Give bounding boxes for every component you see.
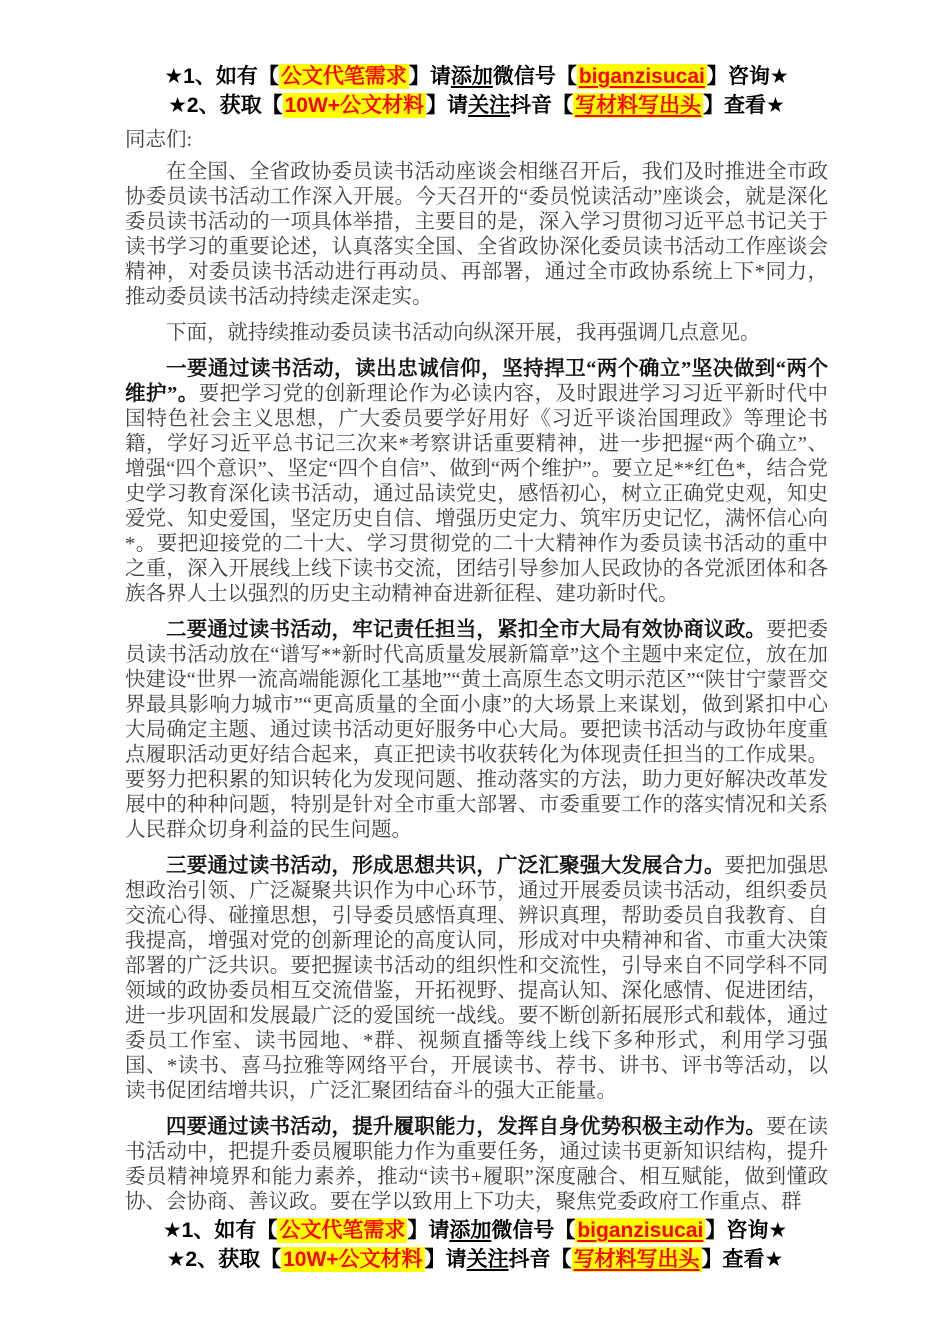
promo-prefix: ★2、获取【 [166, 1248, 282, 1271]
promo-action-follow: 关注 [466, 1248, 509, 1271]
promo-line-1 [125, 62, 828, 91]
salutation: 同志们: [125, 129, 193, 151]
paragraph-text: 要把学习党的创新理论作为必读内容，及时跟进学习习近平新时代中国特色社会主义思想，广大委员要学好用好《习近平谈治国理政》等理论书籍，学好习近平总书记三次来*考察讲话重要精神，进一步把握“两个确立”、增强“四个意识”、坚定“四个自信”、做到“两个维护”。要立足**红色*，结合党史学习教育深化读书活动，通过品读党史，感悟初心，树立正确党史观，知史爱党、知史爱国，坚定历史自信、增强历史定力、筑牢历史记忆，满怀信心向*。要把迎接党的二十大、学习贯彻党的二十大精神作为委员读书活动的重中之重，深入开展线上线下读书交流，团结引导参加人民政协的各党派团体和各族各界人士以强烈的历史主动精神奋进新征程、建功新时代。 [125, 383, 828, 605]
promo-line-2 [125, 91, 828, 120]
paragraph-text: 下面，就持续推动委员读书活动向纵深开展，我再强调几点意见。 [166, 322, 761, 344]
paragraph-transition [125, 321, 828, 346]
promo-douyin-id: 写材料写出头 [573, 1248, 700, 1271]
paragraph-text: 要在读书活动中，把提升委员履职能力作为重要任务，通过读书更新知识结构，提升委员精神境界和能力素养，推动“读书+履职”深度融合、相互赋能，做到懂政协、会协商、善议政。要在学以致用上下功夫，聚焦党委政府工作重点、群 [125, 1116, 828, 1213]
paragraph-lead: 四要通过读书活动，提升履职能力，发挥自身优势积极主动作为。 [166, 1116, 767, 1138]
promo-bracket-text: 】请 [407, 1219, 450, 1242]
promo-highlight-materials: 10W+公文材料 [284, 94, 425, 117]
promo-highlight-service: 公文代笔需求 [280, 65, 407, 88]
paragraph-point-3 [125, 854, 828, 1104]
paragraph-text: 要把委员读书活动放在“谱写**新时代高质量发展新篇章”这个主题中来定位，放在加快建设“世界一流高端能源化工基地”“黄土高原生态文明示范区”“陕甘宁蒙晋交界最具影响力城市”“更高质量的全面小康”的大场景上来谋划，做到紧扣中心大局确定主题、通过读书活动更好服务中心大局。要把读书活动与政协年度重点履职活动更好结合起来，真正把读书收获转化为体现责任担当的工作成果。要努力把积累的知识转化为发现问题、推动落实的方法，助力更好解决改革发展中的种种问题，特别是针对全市重大部署、市委重要工作的落实情况和关系人民群众切身利益的民生问题。 [125, 619, 828, 841]
promo-prefix: ★2、获取【 [168, 94, 283, 117]
promo-prefix: ★1、如有【 [164, 65, 279, 88]
paragraph-lead: 三要通过读书活动，形成思想共识，广泛汇聚强大发展合力。 [166, 855, 725, 877]
promo-line-2 [0, 1245, 950, 1274]
promo-line-1 [0, 1216, 950, 1245]
promo-bracket-text: 】请 [424, 1248, 467, 1271]
promo-wechat-id: biganzisucai [577, 1219, 704, 1242]
paragraph-lead: 二要通过读书活动，牢记责任担当，紧扣全市大局有效协商议政。 [166, 619, 767, 641]
promo-douyin-id: 写材料写出头 [575, 94, 702, 117]
promo-channel-douyin: 抖音【 [508, 1248, 572, 1271]
paragraph-intro [125, 160, 828, 310]
promo-prefix: ★1、如有【 [162, 1219, 278, 1242]
promo-channel-wechat: 微信号【 [492, 65, 577, 88]
paragraph-point-1 [125, 357, 828, 607]
paragraph-point-4 [125, 1115, 828, 1215]
promo-highlight-service: 公文代笔需求 [279, 1219, 406, 1242]
header-promo-banner [125, 62, 828, 120]
promo-highlight-materials: 10W+公文材料 [283, 1248, 423, 1271]
paragraph-text: 要把加强思想政治引领、广泛凝聚共识作为中心环节，通过开展委员读书活动，组织委员交流心得、碰撞思想，引导委员感悟真理、辨识真理，帮助委员自我教育、自我提高，增强对党的创新理论的高度认同，形成对中央精神和省、市重大决策部署的广泛共识。要把握读书活动的组织性和交流性，引导来自不同学科不同领域的政协委员相互交流借鉴，开拓视野、提高认知、深化感情、促进团结，进一步巩固和发展最广泛的爱国统一战线。要不断创新拓展形式和载体，通过委员工作室、读书园地、*群、视频直播等线上线下多种形式，利用学习强国、*读书、喜马拉雅等网络平台，开展读书、荐书、讲书、评书等活动，以读书促团结增共识，广泛汇聚团结奋斗的强大正能量。 [125, 855, 828, 1102]
paragraph-text: 在全国、全省政协委员读书活动座谈会相继召开后，我们及时推进全市政协委员读书活动工作深入开展。今天召开的“委员悦读活动”座谈会，就是深化委员读书活动的一项具体举措，主要目的是，深入学习贯彻习近平总书记关于读书学习的重要论述，认真落实全国、全省政协深化委员读书活动工作座谈会精神，对委员读书活动进行再动员、再部署，通过全市政协系统上下*同力，推动委员读书活动持续走深走实。 [125, 161, 828, 308]
promo-bracket-text: 】请 [426, 94, 469, 117]
promo-action-follow: 关注 [468, 94, 511, 117]
document-content [125, 62, 828, 1216]
paragraph-point-2 [125, 618, 828, 843]
footer-promo-banner [0, 1216, 950, 1274]
promo-suffix: 】查看★ [703, 94, 785, 117]
promo-wechat-id: biganzisucai [578, 65, 705, 88]
promo-bracket-text: 】请 [408, 65, 451, 88]
promo-suffix: 】咨询★ [706, 65, 789, 88]
promo-suffix: 】咨询★ [705, 1219, 788, 1242]
promo-suffix: 】查看★ [701, 1248, 784, 1271]
promo-action-add: 添加 [450, 65, 493, 88]
promo-channel-wechat: 微信号【 [491, 1219, 576, 1242]
paragraph-lead: 一要通过读书活动，读出忠诚信仰，坚持捍卫“两个确立”坚决做到“两个维护”。 [125, 358, 828, 405]
promo-action-add: 添加 [449, 1219, 492, 1242]
promo-channel-douyin: 抖音【 [510, 94, 574, 117]
